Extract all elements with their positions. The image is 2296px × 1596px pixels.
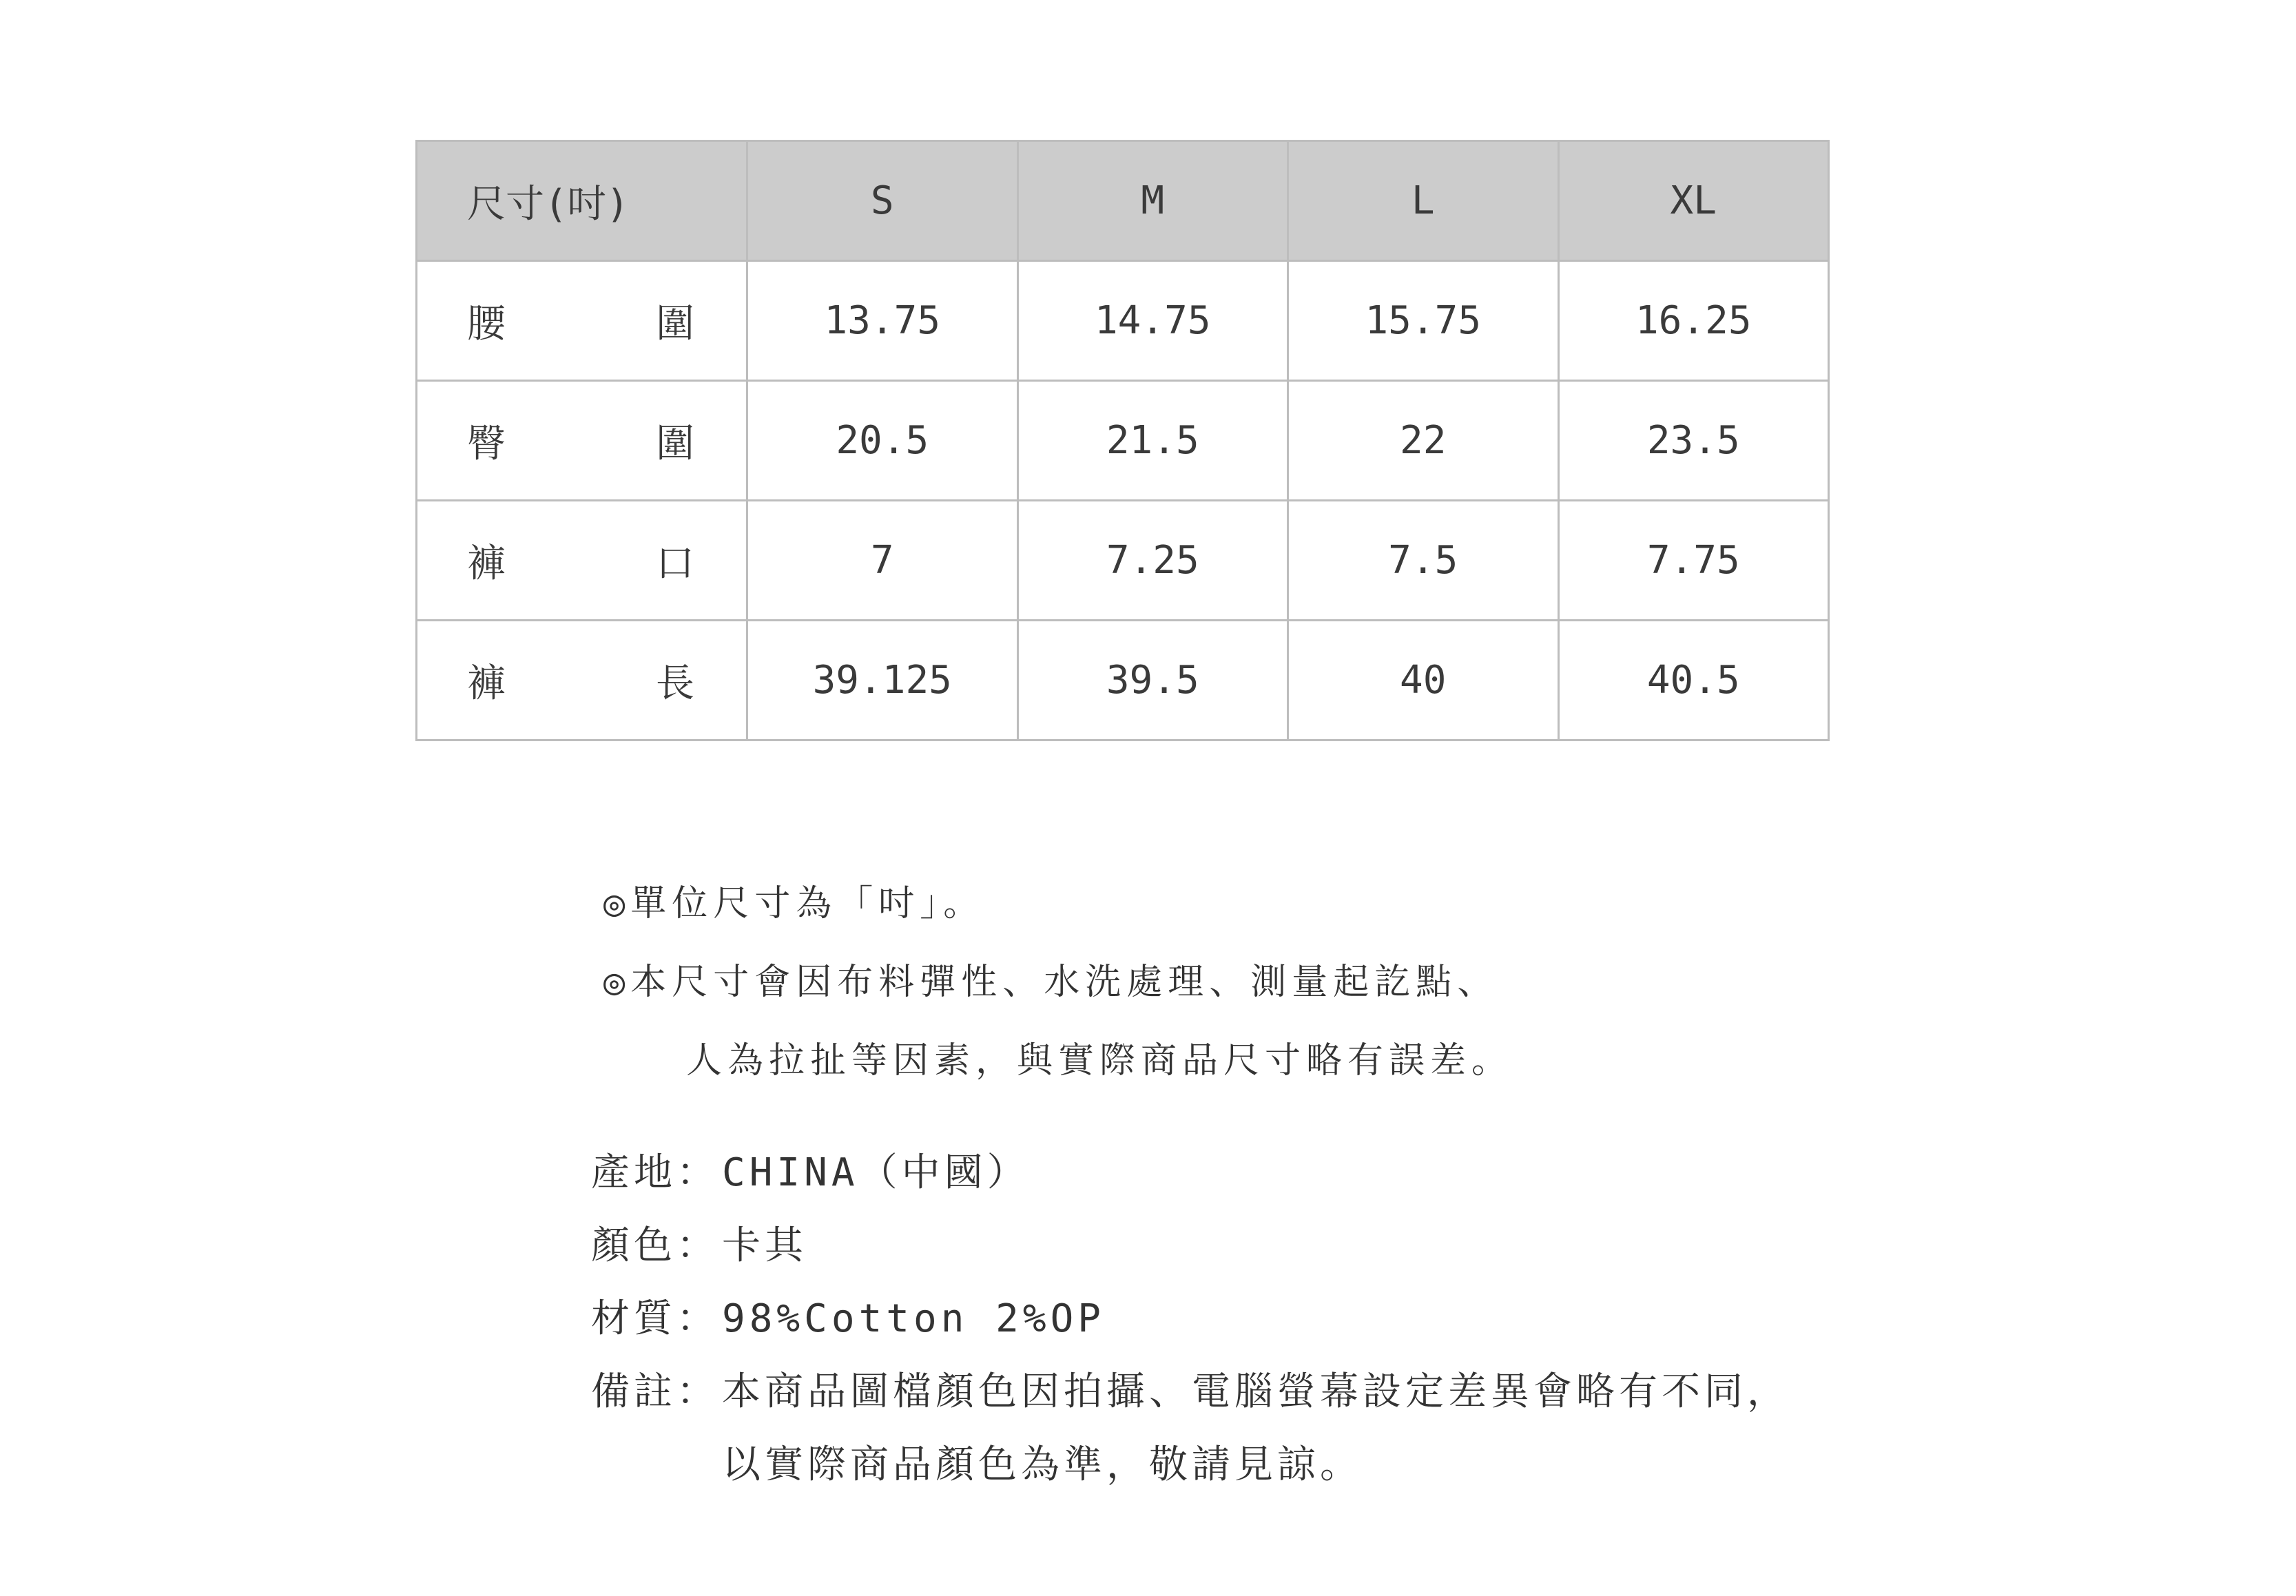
note-tolerance: ◎本尺寸會因布料彈性、水洗處理、測量起訖點、 [603, 962, 1499, 1003]
length-xl-value: 40.5 [1558, 621, 1829, 740]
table-row-hip [417, 381, 1829, 501]
row-label-right: 長 [656, 661, 694, 706]
remark-line-1: 本商品圖檔顏色因拍攝、電腦螢幕設定差異會略有不同， [722, 1369, 1790, 1414]
product-info [591, 1137, 1790, 1502]
hip-m-value: 21.5 [1017, 381, 1288, 501]
hip-l-value: 22 [1288, 381, 1559, 501]
waist-xl-value: 16.25 [1558, 261, 1829, 381]
waist-s-value: 13.75 [747, 261, 1018, 381]
row-label-left: 褲 [467, 661, 506, 706]
remark-label: 備註： [591, 1369, 719, 1414]
size-chart-header-row [417, 141, 1829, 261]
size-header-l: L [1288, 141, 1559, 261]
info-material-row [591, 1283, 1790, 1356]
remark-line-2: 以實際商品顏色為準，敬請見諒。 [722, 1442, 1363, 1487]
info-origin-row [591, 1137, 1790, 1210]
size-header-m: M [1017, 141, 1288, 261]
row-label-right: 口 [656, 541, 694, 586]
info-color-row [591, 1210, 1790, 1283]
waist-l-value: 15.75 [1288, 261, 1559, 381]
length-m-value: 39.5 [1017, 621, 1288, 740]
origin-label: 產地： [591, 1150, 719, 1195]
leg-opening-s-value: 7 [747, 501, 1018, 621]
length-l-value: 40 [1288, 621, 1559, 740]
table-row-leg-opening [417, 501, 1829, 621]
table-row-length [417, 621, 1829, 740]
row-label-left: 臀 [467, 421, 506, 466]
size-header-s: S [747, 141, 1018, 261]
row-label-left: 腰 [467, 301, 506, 346]
row-label-right: 圍 [656, 301, 694, 346]
info-remark-row [591, 1356, 1790, 1502]
row-label-waist [417, 261, 747, 381]
hip-s-value: 20.5 [747, 381, 1018, 501]
material-value: 98%Cotton 2%OP [722, 1296, 1106, 1341]
row-label-length [417, 621, 747, 740]
leg-opening-xl-value: 7.75 [1558, 501, 1829, 621]
material-label: 材質： [591, 1296, 719, 1341]
length-s-value: 39.125 [747, 621, 1018, 740]
note-tolerance-continued: 人為拉扯等因素，與實際商品尺寸略有誤差。 [686, 1040, 1513, 1081]
origin-value: CHINA（中國） [722, 1150, 1030, 1195]
color-label: 顏色： [591, 1223, 719, 1268]
remark-text [722, 1356, 1790, 1502]
waist-m-value: 14.75 [1017, 261, 1288, 381]
table-row-waist [417, 261, 1829, 381]
size-chart-table [415, 140, 1830, 741]
size-unit-header: 尺寸(吋) [417, 141, 747, 261]
size-header-xl: XL [1558, 141, 1829, 261]
row-label-leg-opening [417, 501, 747, 621]
row-label-left: 褲 [467, 541, 506, 586]
leg-opening-m-value: 7.25 [1017, 501, 1288, 621]
size-notes [603, 864, 1513, 1100]
hip-xl-value: 23.5 [1558, 381, 1829, 501]
leg-opening-l-value: 7.5 [1288, 501, 1559, 621]
row-label-hip [417, 381, 747, 501]
note-unit: ◎單位尺寸為「吋」。 [603, 883, 985, 924]
color-value: 卡其 [722, 1223, 807, 1268]
row-label-right: 圍 [656, 421, 694, 466]
